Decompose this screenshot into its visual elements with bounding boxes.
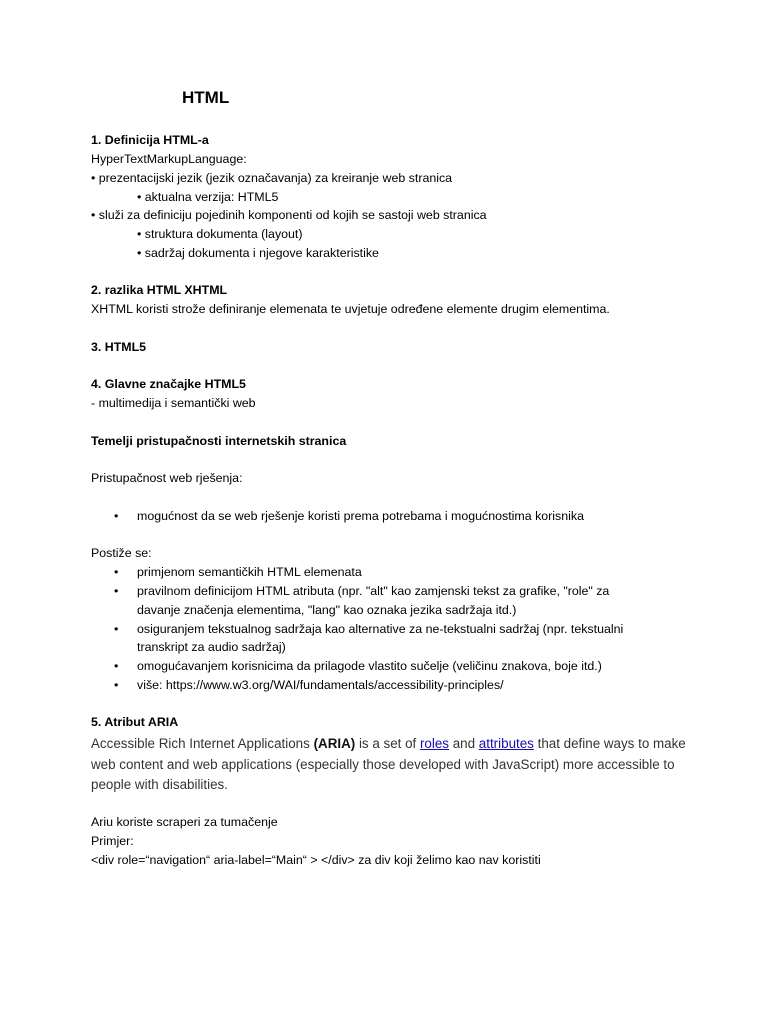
- bullet-marker: •: [114, 509, 119, 523]
- page-title: HTML: [182, 88, 230, 107]
- accessibility-intro: Pristupačnost web rješenja:: [91, 471, 243, 485]
- section-3-heading: 3. HTML5: [91, 340, 147, 354]
- aria-definition-paragraph: [91, 734, 691, 796]
- section-2-heading: 2. razlika HTML XHTML: [91, 283, 228, 297]
- bullet-marker: •: [114, 565, 119, 579]
- aria-line-2: Primjer:: [91, 834, 134, 848]
- section-1-heading: 1. Definicija HTML-a: [91, 133, 209, 147]
- list-item: osiguranjem tekstualnog sadržaja kao alternative za ne-tekstualni sadržaj (npr. tekstualni: [137, 622, 624, 636]
- bullet-marker: •: [114, 584, 119, 598]
- aria-bold: (ARIA): [313, 736, 356, 751]
- achieved-label: Postiže se:: [91, 546, 152, 560]
- bullet-marker: •: [114, 622, 119, 636]
- section-1-subbullet-3: • sadržaj dokumenta i njegove karakteristike: [137, 246, 379, 260]
- section-4-text: - multimedija i semantički web: [91, 396, 256, 410]
- list-item: omogućavanjem korisnicima da prilagode vlastito sučelje (veličinu znakova, boje itd.): [137, 659, 602, 673]
- aria-line-1: Ariu koriste scraperi za tumačenje: [91, 815, 278, 829]
- attributes-link[interactable]: attributes: [478, 736, 534, 751]
- aria-text: is a set of: [355, 736, 420, 751]
- section-2-text: XHTML koristi strože definiranje elemenata te uvjetuje određene elemente drugim elementima.: [91, 302, 610, 316]
- bullet-marker: •: [114, 659, 119, 673]
- list-item-continuation: transkript za audio sadržaj): [137, 640, 286, 654]
- list-item: primjenom semantičkih HTML elemenata: [137, 565, 362, 579]
- section-1-bullet-1: • prezentacijski jezik (jezik označavanja) za kreiranje web stranica: [91, 171, 453, 185]
- section-1-subbullet-1: • aktualna verzija: HTML5: [137, 190, 279, 204]
- roles-link[interactable]: roles: [419, 736, 449, 751]
- list-item-link: više: https://www.w3.org/WAI/fundamentals/accessibility-principles/: [137, 678, 504, 692]
- bullet-marker: •: [114, 678, 119, 692]
- list-item: pravilnom definicijom HTML atributa (npr. "alt" kao zamjenski tekst za grafike, "role" za: [137, 584, 610, 598]
- section-5-heading: 5. Atribut ARIA: [91, 715, 179, 729]
- aria-text: and: [449, 736, 479, 751]
- section-4-heading: 4. Glavne značajke HTML5: [91, 377, 246, 391]
- accessibility-item: mogućnost da se web rješenje koristi prema potrebama i mogućnostima korisnika: [137, 509, 584, 523]
- aria-text: Accessible Rich Internet Applications: [91, 736, 314, 751]
- list-item-continuation: davanje značenja elementima, "lang" kao oznaka jezika sadržaja itd.): [137, 603, 517, 617]
- aria-text: that define ways to make web content and web applications (especially those developed with JavaScript) more accessible to people with disabilities.: [91, 736, 686, 792]
- accessibility-heading: Temelji pristupačnosti internetskih stranica: [91, 434, 347, 448]
- section-1-subbullet-2: • struktura dokumenta (layout): [137, 227, 303, 241]
- aria-example-code: <div role=“navigation“ aria-label=“Main“ > </div> za div koji želimo kao nav koristiti: [91, 853, 541, 867]
- section-1-bullet-2: • služi za definiciju pojedinih komponenti od kojih se sastoji web stranica: [91, 208, 487, 222]
- section-1-intro: HyperTextMarkupLanguage:: [91, 152, 247, 166]
